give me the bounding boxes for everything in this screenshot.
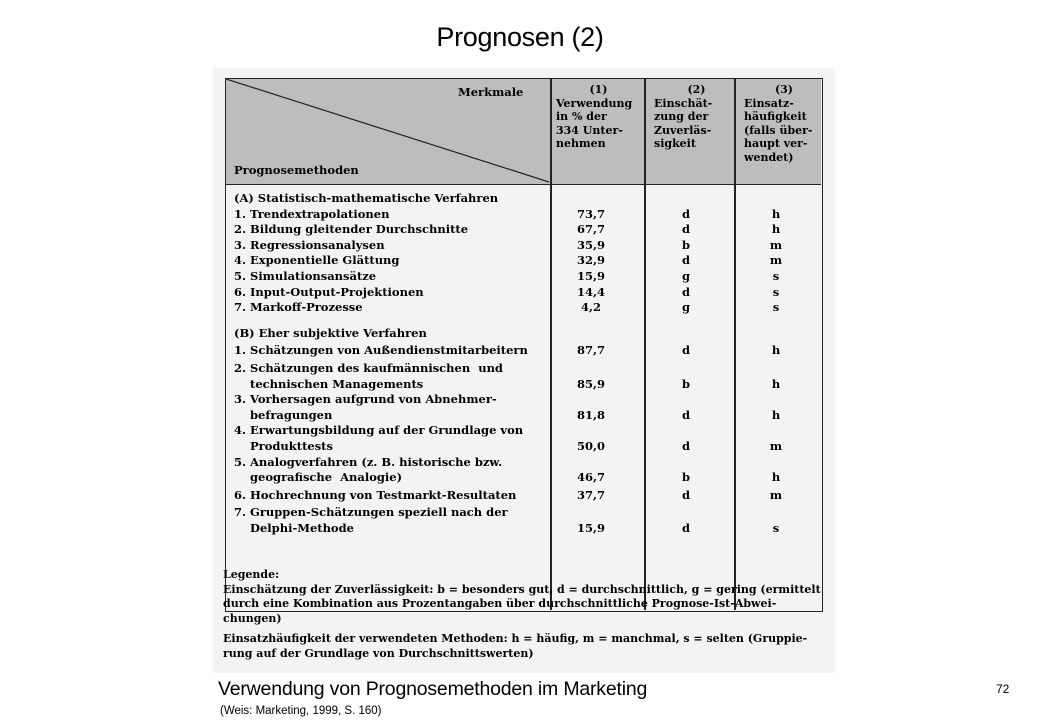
legend-heading: Legende: — [223, 568, 280, 581]
column-header-line: zung der — [654, 110, 709, 123]
cell-v2: d — [681, 284, 691, 299]
column-header-line: wendet) — [744, 150, 794, 164]
method-label: 2. Bildung gleitender Durchschnitte — [234, 222, 469, 237]
cell-v1: 14,4 — [576, 284, 605, 299]
column-header-2 — [654, 83, 739, 151]
method-label: 2. Schätzungen des kaufmännischen und — [234, 361, 503, 375]
cell-v1: 87,7 — [576, 343, 605, 358]
table-row — [226, 343, 821, 359]
cell-v3: m — [769, 253, 783, 268]
table-row — [226, 361, 821, 392]
cell-v3: s — [772, 284, 780, 299]
cell-v1: 46,7 — [576, 470, 605, 485]
cell-v2: d — [681, 520, 691, 535]
column-header-line: Verwendung — [556, 96, 633, 110]
cell-v2: d — [681, 222, 691, 237]
legend-line: rung auf der Grundlage von Durchschnittswerten) — [223, 646, 534, 660]
cell-v3: h — [771, 470, 781, 485]
table-row — [226, 300, 821, 316]
table-row — [226, 423, 821, 454]
method-label: 5. Simulationsansätze — [234, 269, 377, 283]
cell-v3: m — [769, 438, 783, 453]
method-label: 1. Trendextrapolationen — [234, 206, 390, 221]
cell-v3: s — [772, 269, 780, 283]
cell-v3: s — [772, 520, 780, 535]
table-row — [226, 222, 821, 238]
cell-v2: g — [681, 269, 691, 283]
column-header-line: nehmen — [556, 137, 606, 150]
table-row — [226, 285, 821, 301]
cell-v2: d — [681, 206, 691, 221]
caption: Verwendung von Prognosemethoden im Marketing — [218, 678, 648, 700]
cell-v3: m — [769, 237, 783, 252]
cell-v3: s — [772, 300, 780, 315]
cell-v1: 73,7 — [576, 206, 605, 221]
column-header-line: Zuverläs- — [654, 123, 712, 137]
methods-table — [225, 78, 823, 612]
method-label: 3. Vorhersagen aufgrund von Abnehmer- — [234, 392, 497, 407]
column-header-1 — [556, 83, 641, 151]
method-label: 4. Exponentielle Glättung — [234, 253, 400, 268]
cell-v2: d — [681, 253, 691, 268]
cell-v2: d — [681, 407, 691, 422]
table-row — [226, 238, 821, 254]
slide-title: Prognosen (2) — [436, 22, 604, 52]
cell-v1: 15,9 — [576, 520, 605, 535]
method-label: geografische Analogie) — [234, 470, 403, 485]
table-row — [226, 488, 821, 504]
legend-reliability — [223, 583, 833, 627]
cell-v1: 32,9 — [576, 253, 605, 268]
cell-v1: 67,7 — [576, 222, 605, 237]
cell-v1: 85,9 — [576, 376, 605, 391]
cell-v3: h — [771, 222, 781, 237]
legend-frequency — [223, 632, 833, 661]
column-header-line: Einsatz- — [744, 96, 794, 110]
method-label: 4. Erwartungsbildung auf der Grundlage von — [234, 423, 524, 438]
cell-v3: h — [771, 343, 781, 358]
legend-line: chungen) — [223, 611, 282, 625]
legend-line: durch eine Kombination aus Prozentangaben über durchschnittliche Prognose-Ist-Abwei- — [223, 597, 777, 610]
cell-v2: d — [681, 343, 691, 358]
column-header-line: in % der — [556, 110, 607, 123]
method-label: 3. Regressionsanalysen — [234, 237, 385, 252]
cell-v2: d — [681, 487, 691, 502]
cell-v2: b — [681, 237, 691, 252]
method-label: technischen Managements — [234, 376, 424, 391]
page-number: 72 — [996, 682, 1010, 696]
cell-v2: b — [681, 470, 691, 485]
method-label: 5. Analogverfahren (z. B. historische bzw. — [234, 454, 503, 469]
column-header-line: 334 Unter- — [556, 123, 623, 137]
cell-v1: 81,8 — [576, 407, 605, 422]
column-header-line: häufigkeit — [744, 110, 807, 123]
header-prognosemethoden: Prognosemethoden — [234, 163, 359, 177]
header-merkmale: Merkmale — [458, 85, 524, 99]
table-row — [226, 392, 821, 423]
method-label: 1. Schätzungen von Außendienstmitarbeitern — [234, 343, 528, 358]
legend-line: Einsatzhäufigkeit der verwendeten Methoden: h = häufig, m = manchmal, s = selten (Gruppie- — [223, 632, 808, 645]
legend-line: Einschätzung der Zuverlässigkeit: b = besonders gut, d = durchschnittlich, g = gering (ermittelt — [223, 582, 821, 596]
column-number: (3) — [774, 83, 794, 96]
column-header-line: (falls über- — [744, 123, 813, 137]
section-title-text: (A) Statistisch-mathematische Verfahren — [234, 191, 499, 205]
method-label: Produkttests — [234, 438, 333, 453]
table-row — [226, 253, 821, 269]
cell-v3: h — [771, 206, 781, 221]
cell-v2: d — [681, 438, 691, 453]
cell-v2: g — [681, 300, 691, 315]
scanned-table-image — [213, 68, 835, 673]
method-label: befragungen — [234, 407, 333, 422]
table-row — [226, 505, 821, 536]
column-header-3 — [744, 83, 824, 164]
cell-v3: h — [771, 407, 781, 422]
method-label: 7. Gruppen-Schätzungen speziell nach der — [234, 505, 508, 520]
legend — [223, 568, 833, 667]
column-header-line: haupt ver- — [744, 137, 808, 150]
cell-v1: 4,2 — [580, 300, 601, 315]
cell-v1: 35,9 — [576, 237, 605, 252]
table-header — [226, 79, 821, 185]
method-label: 7. Markoff-Prozesse — [234, 300, 363, 315]
cell-v1: 50,0 — [576, 438, 605, 453]
section-title-text: (B) Eher subjektive Verfahren — [234, 325, 427, 340]
column-number: (2) — [687, 83, 706, 96]
section-title — [226, 326, 821, 341]
column-number: (1) — [589, 83, 608, 96]
cell-v1: 37,7 — [576, 487, 605, 502]
cell-v1: 15,9 — [576, 269, 605, 283]
table-row — [226, 269, 821, 285]
cell-v2: b — [681, 376, 691, 391]
section-title — [226, 191, 821, 206]
method-label: 6. Hochrechnung von Testmarkt-Resultaten — [234, 487, 517, 502]
table-row — [226, 207, 821, 223]
cell-v3: h — [771, 376, 781, 391]
table-row — [226, 455, 821, 486]
method-label: Delphi-Methode — [234, 520, 354, 535]
column-header-line: Einschät- — [654, 96, 713, 110]
cell-v3: m — [769, 487, 783, 502]
method-label: 6. Input-Output-Projektionen — [234, 284, 424, 299]
column-header-line: sigkeit — [654, 137, 696, 150]
source-citation: (Weis: Marketing, 1999, S. 160) — [220, 705, 382, 717]
